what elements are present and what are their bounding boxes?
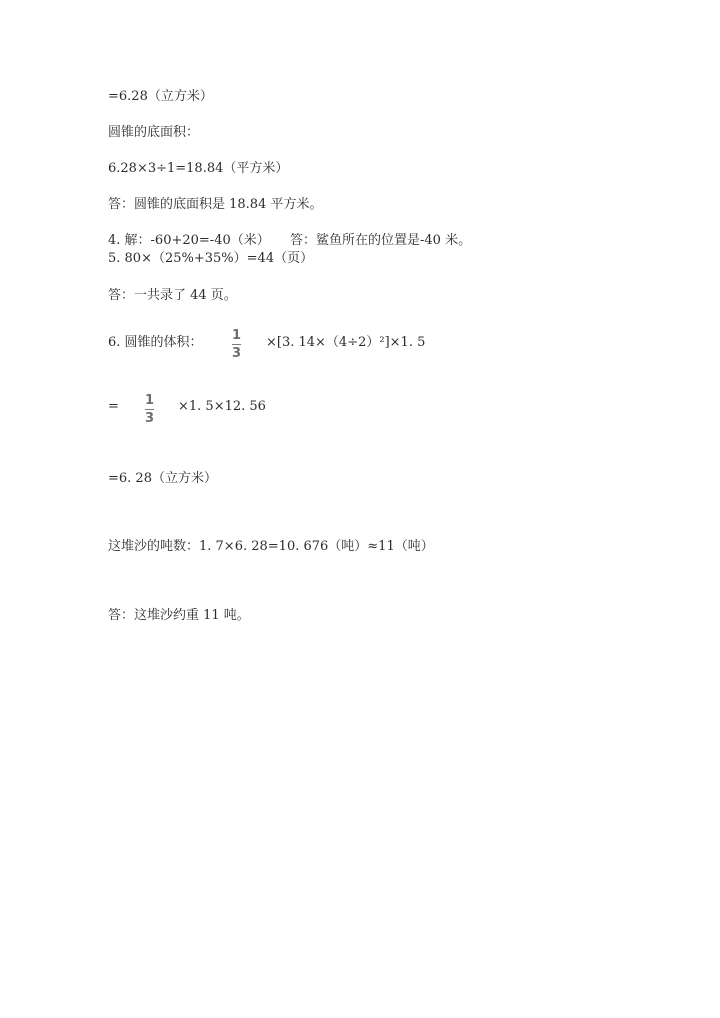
- question-5-answer: 答：一共录了 44 页。: [108, 288, 237, 303]
- question-6-step2: ×1. 5×12. 56: [178, 399, 266, 414]
- fraction-bar: [145, 409, 154, 410]
- question-6-volume-result: =6. 28（立方米）: [108, 471, 217, 486]
- base-area-heading: 圆锥的底面积：: [108, 125, 200, 140]
- fraction-bar: [232, 344, 241, 345]
- base-area-answer: 答：圆锥的底面积是 18.84 平方米。: [108, 197, 323, 212]
- fraction-denominator: 3: [145, 411, 155, 426]
- question-4-answer: 答：鲨鱼所在的位置是-40 米。: [290, 233, 472, 248]
- sand-weight-answer: 答：这堆沙约重 11 吨。: [108, 608, 250, 623]
- fraction-numerator: 1: [145, 393, 155, 408]
- fraction-denominator: 3: [232, 346, 242, 361]
- question-6-expression: ×[3. 14×（4÷2）²]×1. 5: [266, 335, 426, 350]
- sand-weight-calculation: 这堆沙的吨数：1. 7×6. 28=10. 676（吨）≈11（吨）: [108, 539, 434, 554]
- base-area-calculation: 6.28×3÷1=18.84（平方米）: [108, 161, 289, 176]
- question-4-solution: 4. 解：-60+20=-40（米）: [108, 233, 270, 248]
- volume-result-line: =6.28（立方米）: [108, 89, 213, 104]
- fraction-one-third-second: [145, 394, 154, 425]
- fraction-numerator: 1: [232, 328, 242, 343]
- fraction-one-third: [232, 329, 241, 360]
- equals-sign: =: [108, 399, 119, 414]
- question-5-solution: 5. 80×（25%+35%）=44（页）: [108, 251, 314, 266]
- question-6-label: 6. 圆锥的体积：: [108, 335, 203, 350]
